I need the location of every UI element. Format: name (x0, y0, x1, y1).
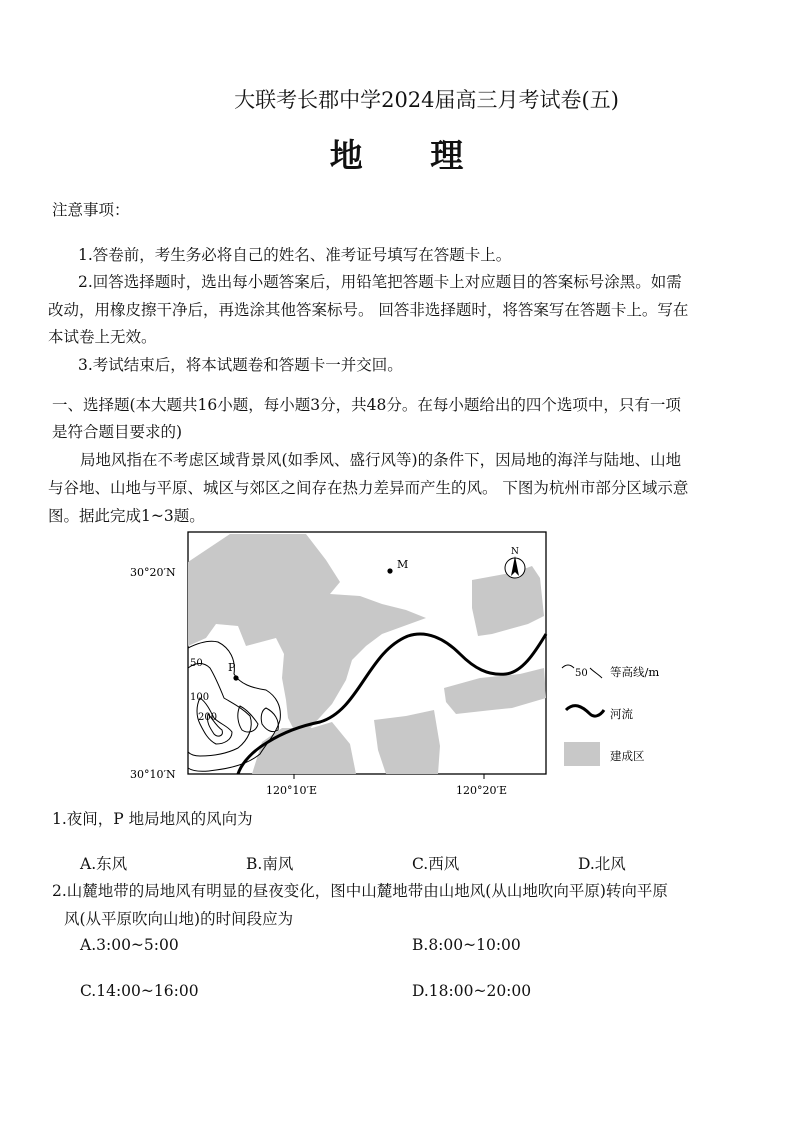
passage-line-3: 图。据此完成1~3题。 (48, 507, 205, 525)
built-area-south-center (374, 710, 440, 774)
notice-item-2-line-3: 本试卷上无效。 (48, 328, 157, 346)
legend-contour-text: 等高线/m (610, 665, 660, 679)
question-1-option-a: A.东风 (80, 855, 128, 873)
question-2-option-c: C.14:00~16:00 (80, 982, 199, 1000)
section-heading-line-2: 是符合题目要求的) (52, 423, 183, 441)
question-2-stem-line-1: 2.山麓地带的局地风有明显的昼夜变化，图中山麓地带由山地风(从山地吹向平原)转向平原 (52, 882, 668, 900)
lat-label-top: 30°20′N (130, 566, 176, 579)
subject-title: 地 理 (329, 136, 492, 175)
legend-contour-value: 50 (575, 668, 588, 679)
notice-item-1: 1.答卷前，考生务必将自己的姓名、准考证号填写在答题卡上。 (78, 246, 512, 264)
point-m-label: M (397, 558, 409, 571)
legend-built-text: 建成区 (610, 749, 645, 763)
lat-label-bottom: 30°10′N (130, 768, 176, 781)
point-p-dot (233, 675, 238, 680)
section-heading-line-1: 一、选择题(本大题共16小题，每小题3分，共48分。在每小题给出的四个选项中，只有一项 (52, 396, 681, 414)
passage-line-2: 与谷地、山地与平原、城区与郊区之间存在热力差异而产生的风。 下图为杭州市部分区域示意 (48, 479, 689, 497)
lon-label-right: 120°20′E (456, 784, 508, 797)
lon-label-left: 120°10′E (266, 784, 318, 797)
legend-built-swatch (564, 742, 600, 766)
point-m-dot (387, 568, 392, 573)
question-2-option-d: D.18:00~20:00 (412, 982, 532, 1000)
passage-line-1: 局地风指在不考虑区域背景风(如季风、盛行风等)的条件下，因局地的海洋与陆地、山地 (80, 451, 682, 469)
north-label: N (511, 547, 519, 557)
question-2-option-b: B.8:00~10:00 (412, 936, 521, 954)
point-p-label: P (228, 661, 236, 674)
question-2-stem-line-2: 风(从平原吹向山地)的时间段应为 (64, 910, 294, 928)
exam-title: 大联考长郡中学2024届高三月考试卷(五) (234, 88, 619, 112)
hangzhou-map-figure (120, 528, 680, 800)
legend-contour-sample-right (590, 668, 602, 678)
legend-river-line (566, 706, 604, 716)
question-1-option-c: C.西风 (412, 855, 460, 873)
notice-item-2-line-2: 改动，用橡皮擦干净后，再选涂其他答案标号。 回答非选择题时，将答案写在答题卡上。写在 (48, 301, 689, 319)
map-legend (562, 665, 659, 766)
notice-item-2-line-1: 2.回答选择题时，选出每小题答案后，用铅笔把答题卡上对应题目的答案标号涂黑。如需 (78, 273, 682, 291)
question-1-stem: 1.夜间，P 地局地风的风向为 (52, 810, 253, 828)
map-svg (120, 528, 680, 800)
question-1-option-b: B.南风 (246, 855, 294, 873)
legend-river-text: 河流 (610, 707, 633, 721)
legend-contour-sample-left (562, 665, 574, 668)
contour-label-200: 200 (198, 712, 218, 723)
notice-item-3: 3.考试结束后，将本试题卷和答题卡一并交回。 (78, 356, 403, 374)
question-2-option-a: A.3:00~5:00 (80, 936, 179, 954)
notice-heading: 注意事项： (52, 201, 130, 219)
question-1-option-d: D.北风 (578, 855, 626, 873)
contour-label-100: 100 (190, 692, 210, 703)
contour-label-50: 50 (190, 658, 203, 669)
